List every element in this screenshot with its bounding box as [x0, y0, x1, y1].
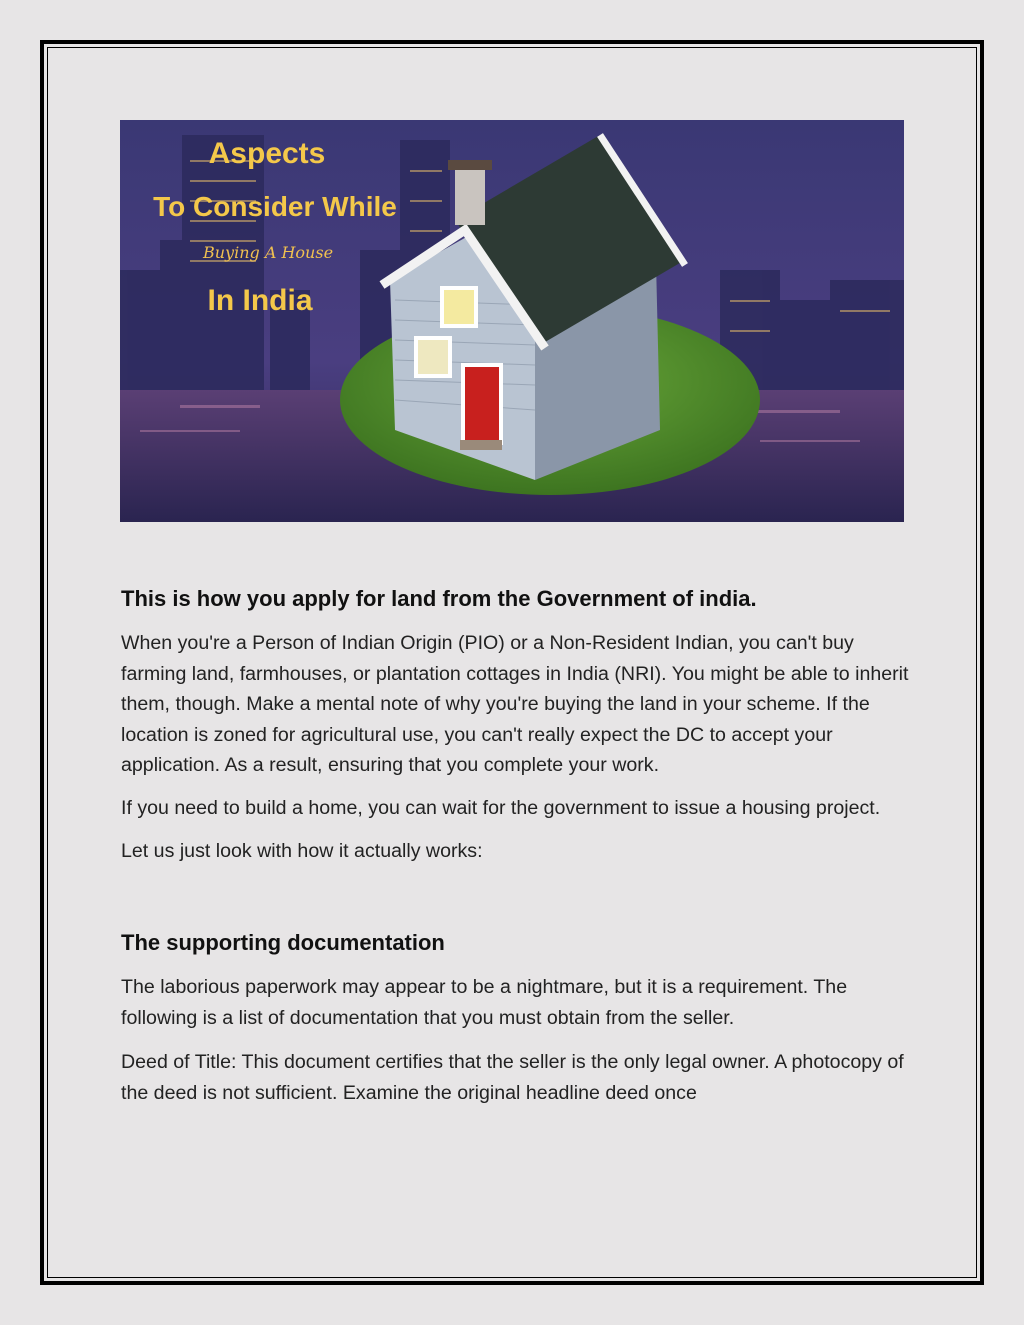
hero-image [120, 120, 904, 522]
hero-title-line4: In India [207, 284, 313, 317]
hero-title-line2: To Consider While [153, 191, 397, 222]
paragraph-housing-project: If you need to build a home, you can wait for the government to issue a housing project. [121, 796, 881, 819]
hero-title-line3: Buying A House [202, 243, 334, 262]
hero-title-line1: Aspects [208, 137, 326, 170]
paragraph-how-it-works: Let us just look with how it actually works: [121, 839, 483, 862]
article-body [121, 584, 911, 1109]
paragraph-deed-of-title: Deed of Title: This document certifies that the seller is the only legal owner. A photocopy of the deed is not sufficient. Examine the original headline deed once [121, 1051, 904, 1104]
paragraph-paperwork: The laborious paperwork may appear to be a nightmare, but it is a requirement. The following is a list of documentation that you must obtain from the seller. [121, 976, 848, 1029]
section-heading-apply: This is how you apply for land from the Government of india. [121, 586, 757, 611]
paragraph-pio-nri: When you're a Person of Indian Origin (PIO) or a Non-Resident Indian, you can't buy farming land, farmhouses, or plantation cottages in India (NRI). You might be able to inherit them, though. Make a mental note of why you're buying the land in your scheme. If the location is zoned for agricultural use, you can't really expect the DC to accept your application. As a result, ensuring that you complete your work. [121, 632, 909, 777]
section-heading-documentation: The supporting documentation [121, 930, 445, 956]
